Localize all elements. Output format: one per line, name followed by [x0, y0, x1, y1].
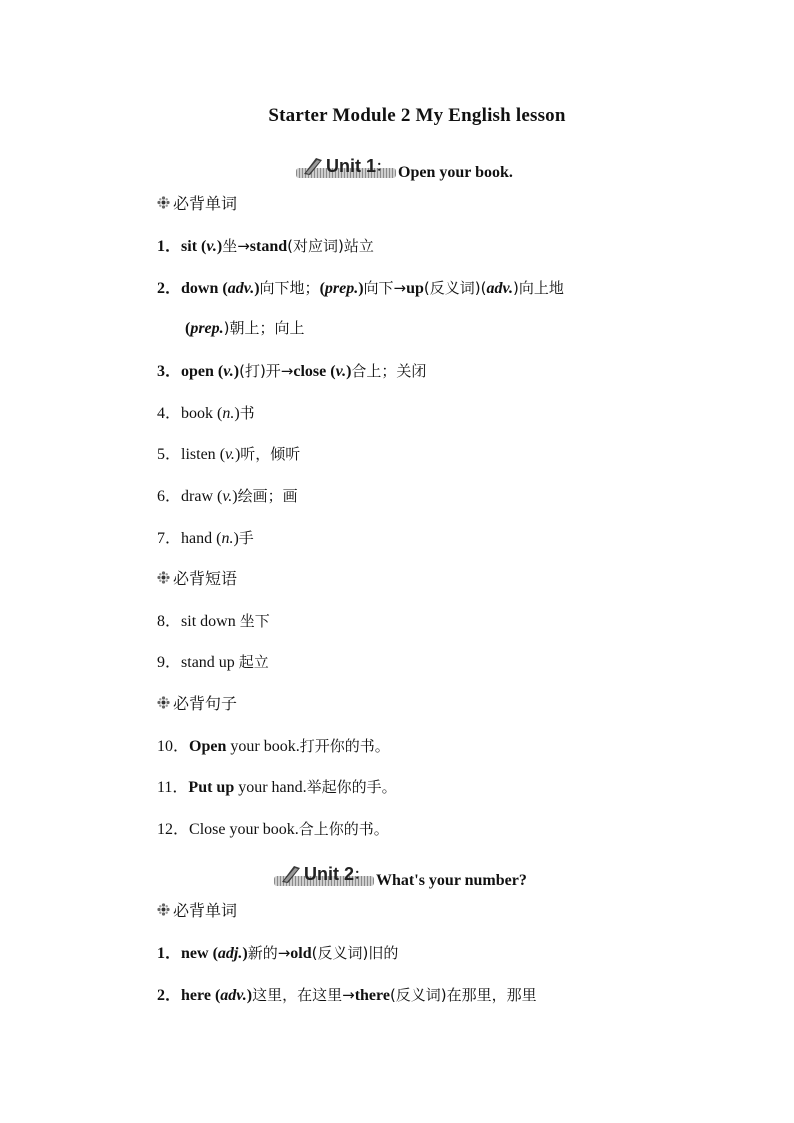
word-item-2-continued: (prep.)朝上；向上	[185, 319, 305, 337]
pen-nib-icon	[302, 154, 324, 176]
unit1-banner	[296, 144, 513, 181]
sentence-item-10: 10．Open your book.打开你的书。	[157, 737, 390, 755]
unit2-word-item-1: 1．new (adj.)新的→old(反义词)旧的	[157, 944, 399, 962]
word-item-4: 4．book (n.)书	[157, 404, 255, 422]
unit2-label: Unit 2	[304, 864, 355, 884]
word-item-6: 6．draw (v.)绘画；画	[157, 487, 298, 505]
unit1-sentences-heading	[157, 691, 237, 714]
pen-nib-icon	[280, 862, 302, 884]
word-item-7: 7．hand (n.)手	[157, 529, 254, 547]
unit1-label: Unit 1	[326, 156, 377, 176]
section-label: 必背短语	[173, 569, 238, 588]
sentence-item-11: 11．Put up your hand.举起你的手。	[157, 778, 397, 796]
unit2-colon: ：	[354, 866, 369, 882]
unit1-banner-box	[296, 154, 396, 178]
section-label: 必背句子	[173, 694, 238, 713]
unit2-words-heading	[157, 898, 237, 921]
word-item-2: 2．down (adv.)向下地；(prep.)向下→up(反义词)(adv.)向上地	[157, 279, 564, 297]
bullet-flower-icon	[157, 196, 170, 209]
section-label: 必背单词	[173, 901, 238, 920]
unit2-subtitle: What's your number?	[376, 872, 527, 889]
unit2-word-item-2: 2．here (adv.)这里，在这里→there(反义词)在那里，那里	[157, 986, 537, 1004]
bullet-flower-icon	[157, 696, 170, 709]
unit1-phrases-heading	[157, 566, 237, 589]
bullet-flower-icon	[157, 903, 170, 916]
bullet-flower-icon	[157, 571, 170, 584]
page-title: Starter Module 2 My English lesson	[268, 105, 566, 126]
unit2-banner-box	[274, 862, 374, 886]
sentence-item-12: 12．Close your book.合上你的书。	[157, 820, 389, 838]
unit1-subtitle: Open your book.	[398, 164, 513, 181]
unit1-words-heading	[157, 191, 237, 214]
word-item-3: 3．open (v.)(打)开→close (v.)合上；关闭	[157, 362, 427, 380]
phrase-item-9: 9．stand up 起立	[157, 653, 269, 671]
word-item-1: 1．sit (v.)坐→stand(对应词)站立	[157, 237, 374, 255]
unit1-colon: ：	[376, 158, 391, 174]
section-label: 必背单词	[173, 194, 238, 213]
unit2-banner	[274, 852, 527, 889]
phrase-item-8: 8．sit down 坐下	[157, 612, 270, 630]
word-item-5: 5．listen (v.)听，倾听	[157, 445, 301, 463]
